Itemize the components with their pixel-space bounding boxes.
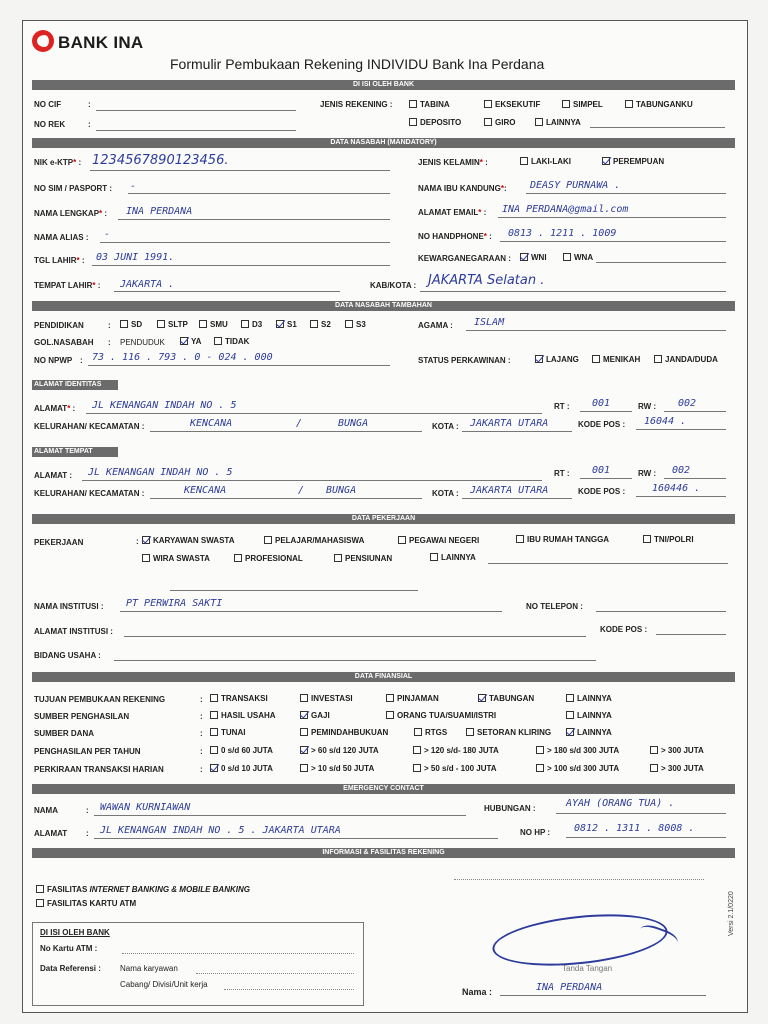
finance-option[interactable] — [413, 764, 497, 773]
edu-smu[interactable]: SMU — [199, 320, 228, 329]
section-customer: DATA NASABAH (MANDATORY) — [32, 138, 735, 148]
finance-row-label: SUMBER DANA — [34, 729, 94, 738]
section-emergency: EMERGENCY CONTACT — [32, 784, 735, 794]
job-karyawan-swasta[interactable]: KARYAWAN SWASTA — [142, 536, 235, 545]
alias-label: NAMA ALIAS : — [34, 233, 89, 242]
home-rt-value[interactable]: 001 — [592, 465, 611, 476]
finance-option-label: > 10 s/d 50 JUTA — [311, 764, 375, 773]
option-simpel[interactable]: SIMPEL — [562, 100, 603, 109]
job-pensiunan[interactable]: PENSIUNAN — [334, 554, 392, 563]
job-pegawai-negeri[interactable]: PEGAWAI NEGERI — [398, 536, 479, 545]
option-lainnya[interactable]: LAINNYA — [535, 118, 581, 127]
status-menikah[interactable]: MENIKAH — [592, 355, 640, 364]
finance-option[interactable] — [210, 711, 276, 720]
no-cif-field[interactable] — [96, 110, 296, 111]
finance-option[interactable] — [300, 711, 330, 720]
kartu-atm-field[interactable] — [122, 953, 354, 954]
npwp-value[interactable]: 73 . 116 . 793 . 0 - 024 . 000 — [92, 352, 273, 363]
checkbox[interactable] — [386, 711, 394, 719]
colon: : — [88, 120, 91, 129]
id-kel-value[interactable]: KENCANA — [190, 418, 233, 429]
colon: : — [86, 806, 89, 815]
home-alamat-line — [82, 480, 542, 481]
checkbox[interactable] — [210, 728, 218, 736]
finance-option[interactable] — [566, 694, 612, 703]
alamat-institusi-label: ALAMAT INSTITUSI : — [34, 627, 113, 636]
slash: / — [296, 418, 303, 429]
ibu-line — [526, 193, 726, 194]
gender-perempuan[interactable]: PEREMPUAN — [602, 157, 664, 166]
hubungan-value[interactable]: AYAH (ORANG TUA) . — [566, 798, 675, 809]
home-rw-label: RW : — [638, 469, 657, 478]
checkbox[interactable] — [414, 728, 422, 736]
home-pos-value[interactable]: 160446 . — [652, 483, 701, 494]
nama-lengkap-value[interactable]: INA PERDANA — [126, 206, 193, 217]
finance-option-label: 0 s/d 10 JUTA — [221, 764, 273, 773]
edu-s2[interactable]: S2 — [310, 320, 331, 329]
finance-option-label: PINJAMAN — [397, 694, 439, 703]
finance-option-label: > 180 s/d 300 JUTA — [547, 746, 620, 755]
colon: : — [136, 537, 139, 546]
id-rw-label: RW : — [638, 402, 657, 411]
id-alamat-label: ALAMAT* : — [34, 404, 76, 413]
job-extra-line — [170, 590, 418, 591]
finance-option[interactable] — [536, 764, 619, 773]
finance-option[interactable] — [300, 746, 379, 755]
em-nama-value[interactable]: WAWAN KURNIAWAN — [100, 802, 191, 813]
home-rw-value[interactable]: 002 — [672, 465, 691, 476]
checkbox[interactable] — [210, 746, 218, 754]
checkbox[interactable] — [210, 694, 218, 702]
home-rw-line — [664, 478, 726, 479]
email-label: ALAMAT EMAIL* : — [418, 208, 487, 217]
signature-nama-label: Nama : — [462, 987, 493, 997]
no-cif-label: NO CIF — [34, 100, 62, 109]
finance-option[interactable] — [414, 728, 447, 737]
bank-logo-icon — [32, 30, 54, 52]
pendidikan-label: PENDIDIKAN — [34, 321, 84, 330]
agama-line — [466, 330, 726, 331]
checkbox[interactable] — [300, 694, 308, 702]
colon: : — [200, 747, 203, 756]
kota-value[interactable]: JAKARTA Selatan . — [428, 273, 545, 288]
id-rt-label: RT : — [554, 402, 570, 411]
no-rek-field[interactable] — [96, 130, 296, 131]
finance-option[interactable] — [413, 746, 499, 755]
nik-value[interactable]: 1234567890123456. — [92, 153, 229, 168]
kota-line — [420, 291, 726, 292]
em-hp-value[interactable]: 0812 . 1311 . 8008 . — [574, 823, 695, 834]
jenis-rekening-label: JENIS REKENING : — [320, 100, 393, 109]
form-title: Formulir Pembukaan Rekening INDIVIDU Bank Ina Perdana — [170, 56, 545, 72]
option-tabunganku[interactable]: TABUNGANKU — [625, 100, 693, 109]
edu-d3[interactable]: D3 — [241, 320, 262, 329]
penduduk-label: PENDUDUK — [120, 338, 165, 347]
checkbox[interactable] — [300, 728, 308, 736]
finance-option-label: 0 s/d 60 JUTA — [221, 746, 273, 755]
id-rt-line — [580, 411, 632, 412]
id-kec-value[interactable]: BUNGA — [338, 418, 369, 429]
finance-option-label: PEMINDAHBUKUAN — [311, 728, 389, 737]
section-facility: INFORMASI & FASILITAS REKENING — [32, 848, 735, 858]
cabang-label: Cabang/ Divisi/Unit kerja — [120, 980, 208, 989]
checkbox[interactable] — [413, 746, 421, 754]
checkbox[interactable] — [413, 764, 421, 772]
version-text: Versi 2.1/0220 — [728, 891, 735, 936]
kodepos-inst-field[interactable] — [656, 634, 726, 635]
colon: : — [200, 765, 203, 774]
finance-option[interactable] — [300, 764, 374, 773]
finance-option-label: GAJI — [311, 711, 330, 720]
finance-option[interactable] — [210, 746, 273, 755]
status-janda[interactable]: JANDA/DUDA — [654, 355, 718, 364]
em-hp-line — [566, 837, 726, 838]
checkbox[interactable] — [386, 694, 394, 702]
home-kel-value[interactable]: KENCANA — [184, 485, 227, 496]
warga-label: KEWARGANEGARAAN : — [418, 254, 511, 263]
id-kel-line — [150, 431, 422, 432]
checkbox[interactable] — [300, 746, 308, 754]
warga-wna[interactable]: WNA — [563, 253, 593, 262]
bank-name: BANK INA — [58, 33, 144, 52]
tempat-lahir-label: TEMPAT LAHIR* : — [34, 281, 101, 290]
edu-sltp[interactable]: SLTP — [157, 320, 188, 329]
institusi-line — [120, 611, 502, 612]
finance-option[interactable] — [300, 694, 353, 703]
finance-option[interactable] — [478, 694, 534, 703]
finance-option-label: TRANSAKSI — [221, 694, 268, 703]
bidang-field[interactable] — [114, 660, 596, 661]
home-kota-value[interactable]: JAKARTA UTARA — [470, 485, 549, 496]
home-rt-label: RT : — [554, 469, 570, 478]
edu-sd[interactable]: SD — [120, 320, 142, 329]
checkbox[interactable] — [478, 694, 486, 702]
finance-row-label: TUJUAN PEMBUKAAN REKENING — [34, 695, 166, 704]
colon: : — [88, 100, 91, 109]
colon: : — [200, 729, 203, 738]
home-rt-line — [580, 478, 632, 479]
checkbox[interactable] — [210, 711, 218, 719]
home-kec-value[interactable]: BUNGA — [326, 485, 357, 496]
colon: : — [200, 712, 203, 721]
home-kel-line — [150, 498, 422, 499]
option-giro[interactable]: GIRO — [484, 118, 515, 127]
finance-option[interactable] — [210, 764, 273, 773]
tempat-lahir-value[interactable]: JAKARTA . — [120, 279, 175, 290]
pekerjaan-label: PEKERJAAN — [34, 538, 84, 547]
finance-option-label: INVESTASI — [311, 694, 353, 703]
em-nama-label: NAMA — [34, 806, 58, 815]
option-eksekutif[interactable]: EKSEKUTIF — [484, 100, 540, 109]
job-tni-polri[interactable]: TNI/POLRI — [643, 535, 694, 544]
em-alamat-line — [94, 838, 498, 839]
finance-option[interactable] — [566, 728, 612, 737]
id-rw-line — [664, 411, 726, 412]
finance-option-label: > 300 JUTA — [661, 764, 704, 773]
em-hp-label: NO HP : — [520, 828, 551, 837]
finance-option[interactable] — [650, 764, 704, 773]
id-kota-line — [462, 431, 572, 432]
tempat-line — [114, 291, 340, 292]
bidang-label: BIDANG USAHA : — [34, 651, 101, 660]
section-job: DATA PEKERJAAN — [32, 514, 735, 524]
lainnya-field[interactable] — [590, 127, 725, 128]
home-kel-label: KELURAHAN/ KECAMATAN : — [34, 489, 145, 498]
checkbox[interactable] — [536, 764, 544, 772]
hubungan-label: HUBUNGAN : — [484, 804, 536, 813]
checkbox[interactable] — [650, 764, 658, 772]
facility-atm[interactable]: FASILITAS KARTU ATM — [36, 899, 136, 908]
facility-dotted-line — [454, 879, 704, 880]
nama-lengkap-label: NAMA LENGKAP* : — [34, 209, 108, 218]
hp-label: NO HANDPHONE* : — [418, 232, 492, 241]
nik-line — [90, 170, 390, 171]
warga-line — [596, 262, 726, 263]
finance-option-label: > 100 s/d 300 JUTA — [547, 764, 620, 773]
finance-row-label: PENGHASILAN PER TAHUN — [34, 747, 141, 756]
id-pos-value[interactable]: 16044 . — [644, 416, 687, 427]
institusi-value[interactable]: PT PERWIRA SAKTI — [126, 598, 223, 609]
nama-line — [118, 219, 390, 220]
finance-row-label: PERKIRAAN TRANSAKSI HARIAN — [34, 765, 164, 774]
checkbox[interactable] — [466, 728, 474, 736]
finance-option-label: > 120 s/d- 180 JUTA — [424, 746, 499, 755]
finance-option-label: TUNAI — [221, 728, 246, 737]
finance-option-label: RTGS — [425, 728, 448, 737]
finance-option[interactable] — [210, 728, 245, 737]
finance-option[interactable] — [536, 746, 619, 755]
finance-option-label: LAINNYA — [577, 694, 612, 703]
ibu-value[interactable]: DEASY PURNAWA . — [530, 180, 621, 191]
finance-option[interactable] — [650, 746, 704, 755]
telepon-field[interactable] — [596, 611, 726, 612]
warga-wni[interactable]: WNI — [520, 253, 547, 262]
sim-value[interactable]: - — [130, 181, 137, 192]
facility-internet-banking[interactable]: FASILITAS INTERNET BANKING & MOBILE BANKING — [36, 885, 250, 894]
finance-option[interactable] — [466, 728, 551, 737]
checkbox[interactable] — [300, 711, 308, 719]
kota-label: KAB/KOTA : — [370, 281, 417, 290]
tanda-tangan-caption: Tanda Tangan — [562, 964, 613, 973]
id-kota-value[interactable]: JAKARTA UTARA — [470, 418, 549, 429]
id-alamat-value[interactable]: JL KENANGAN INDAH NO . 5 — [92, 400, 237, 411]
finance-row-label: SUMBER PENGHASILAN — [34, 712, 130, 721]
checkbox[interactable] — [300, 764, 308, 772]
option-deposito[interactable]: DEPOSITO — [409, 118, 461, 127]
section-bank-only: DI ISI OLEH BANK — [32, 80, 735, 90]
hp-value[interactable]: 0813 . 1211 . 1009 — [508, 228, 617, 239]
checkbox[interactable] — [566, 711, 574, 719]
checkbox[interactable] — [536, 746, 544, 754]
email-line — [498, 217, 726, 218]
checkbox[interactable] — [566, 728, 574, 736]
id-kota-label: KOTA : — [432, 422, 459, 431]
signature-nama-line — [500, 995, 706, 996]
home-alamat-value[interactable]: JL KENANGAN INDAH NO . 5 — [88, 467, 233, 478]
alias-value[interactable]: - — [104, 229, 111, 240]
section-extra: DATA NASABAH TAMBAHAN — [32, 301, 735, 311]
colon: : — [108, 321, 111, 330]
checkbox[interactable] — [210, 764, 218, 772]
em-alamat-value[interactable]: JL KENANGAN INDAH NO . 5 . JAKARTA UTARA — [100, 825, 341, 836]
finance-option[interactable] — [300, 728, 388, 737]
colon: : — [86, 829, 89, 838]
home-kota-label: KOTA : — [432, 489, 459, 498]
em-nama-line — [94, 815, 466, 816]
ibu-label: NAMA IBU KANDUNG*: — [418, 184, 507, 193]
checkbox[interactable] — [566, 694, 574, 702]
finance-option-label: SETORAN KLIRING — [477, 728, 552, 737]
bank-logo — [32, 30, 144, 53]
nama-karyawan-field[interactable] — [196, 973, 354, 974]
tgl-lahir-value[interactable]: 03 JUNI 1991. — [96, 252, 175, 263]
kodepos-inst-label: KODE POS : — [600, 625, 648, 634]
job-irt[interactable]: IBU RUMAH TANGGA — [516, 535, 609, 544]
gol-ya[interactable]: YA — [180, 337, 201, 346]
gol-label: GOL.NASABAH — [34, 338, 94, 347]
section-id-address: ALAMAT IDENTITAS — [32, 380, 118, 390]
colon: : — [200, 695, 203, 704]
telepon-label: NO TELEPON : — [526, 602, 583, 611]
agama-value[interactable]: ISLAM — [474, 317, 505, 328]
no-rek-label: NO REK — [34, 120, 66, 129]
agama-label: AGAMA : — [418, 321, 453, 330]
colon: : — [80, 356, 83, 365]
job-lainnya[interactable]: LAINNYA — [430, 553, 476, 562]
nama-karyawan-label: Nama karyawan — [120, 964, 178, 973]
finance-option-label: LAINNYA — [577, 711, 612, 720]
home-pos-line — [636, 496, 726, 497]
gol-tidak[interactable]: TIDAK — [214, 337, 249, 346]
finance-option-label: ORANG TUA/SUAMI/ISTRI — [397, 711, 497, 720]
signature-nama-value[interactable]: INA PERDANA — [536, 982, 603, 993]
npwp-label: NO NPWP — [34, 356, 73, 365]
status-lajang[interactable]: LAJANG — [535, 355, 579, 364]
status-label: STATUS PERKAWINAN : — [418, 356, 511, 365]
finance-option[interactable] — [566, 711, 612, 720]
em-alamat-label: ALAMAT — [34, 829, 68, 838]
section-home-address: ALAMAT TEMPAT TINGGAL — [32, 447, 118, 457]
hubungan-line — [556, 813, 726, 814]
nik-label: NIK e-KTP* : — [34, 158, 82, 167]
finance-option-label: HASIL USAHA — [221, 711, 276, 720]
cabang-field[interactable] — [224, 989, 354, 990]
job-profesional[interactable]: PROFESIONAL — [234, 554, 303, 563]
finance-option-label: > 300 JUTA — [661, 746, 704, 755]
id-alamat-line — [86, 413, 542, 414]
finance-option[interactable] — [386, 694, 439, 703]
email-value[interactable]: INA PERDANA@gmail.com — [502, 204, 629, 215]
id-pos-label: KODE POS : — [578, 420, 626, 429]
edu-s3[interactable]: S3 — [345, 320, 366, 329]
finance-option[interactable] — [210, 694, 268, 703]
data-ref-label: Data Referensi : — [40, 964, 101, 973]
job-wiraswasta[interactable]: WIRA SWASTA — [142, 554, 210, 563]
slash: / — [298, 485, 305, 496]
sim-label: NO SIM / PASPORT : — [34, 184, 113, 193]
npwp-line — [88, 365, 390, 366]
edu-s1[interactable]: S1 — [276, 320, 297, 329]
job-pelajar[interactable]: PELAJAR/MAHASISWA — [264, 536, 364, 545]
id-kel-label: KELURAHAN/ KECAMATAN : — [34, 422, 145, 431]
alamat-institusi-field[interactable] — [124, 636, 586, 637]
finance-option-label: LAINNYA — [577, 728, 612, 737]
colon: : — [108, 338, 111, 347]
alias-line — [100, 242, 390, 243]
gender-laki[interactable]: LAKI-LAKI — [520, 157, 571, 166]
id-rt-value[interactable]: 001 — [592, 398, 611, 409]
id-pos-line — [636, 429, 726, 430]
institusi-label: NAMA INSTITUSI : — [34, 602, 104, 611]
finance-option-label: TABUNGAN — [489, 694, 535, 703]
home-pos-label: KODE POS : — [578, 487, 626, 496]
section-finance: DATA FINANSIAL — [32, 672, 735, 682]
id-rw-value[interactable]: 002 — [678, 398, 697, 409]
sim-line — [128, 193, 390, 194]
finance-option-label: > 50 s/d - 100 JUTA — [424, 764, 497, 773]
gender-label: JENIS KELAMIN* : — [418, 158, 488, 167]
kartu-atm-label: No Kartu ATM : — [40, 944, 98, 953]
tgl-lahir-label: TGL LAHIR* : — [34, 256, 85, 265]
hp-line — [500, 241, 726, 242]
box-title: DI ISI OLEH BANK — [40, 928, 110, 937]
job-lainnya-line — [488, 563, 728, 564]
finance-option[interactable] — [386, 711, 496, 720]
home-alamat-label: ALAMAT : — [34, 471, 73, 480]
home-kota-line — [462, 498, 572, 499]
option-tabina[interactable]: TABINA — [409, 100, 450, 109]
tgl-line — [92, 265, 390, 266]
checkbox[interactable] — [650, 746, 658, 754]
finance-option-label: > 60 s/d 120 JUTA — [311, 746, 379, 755]
